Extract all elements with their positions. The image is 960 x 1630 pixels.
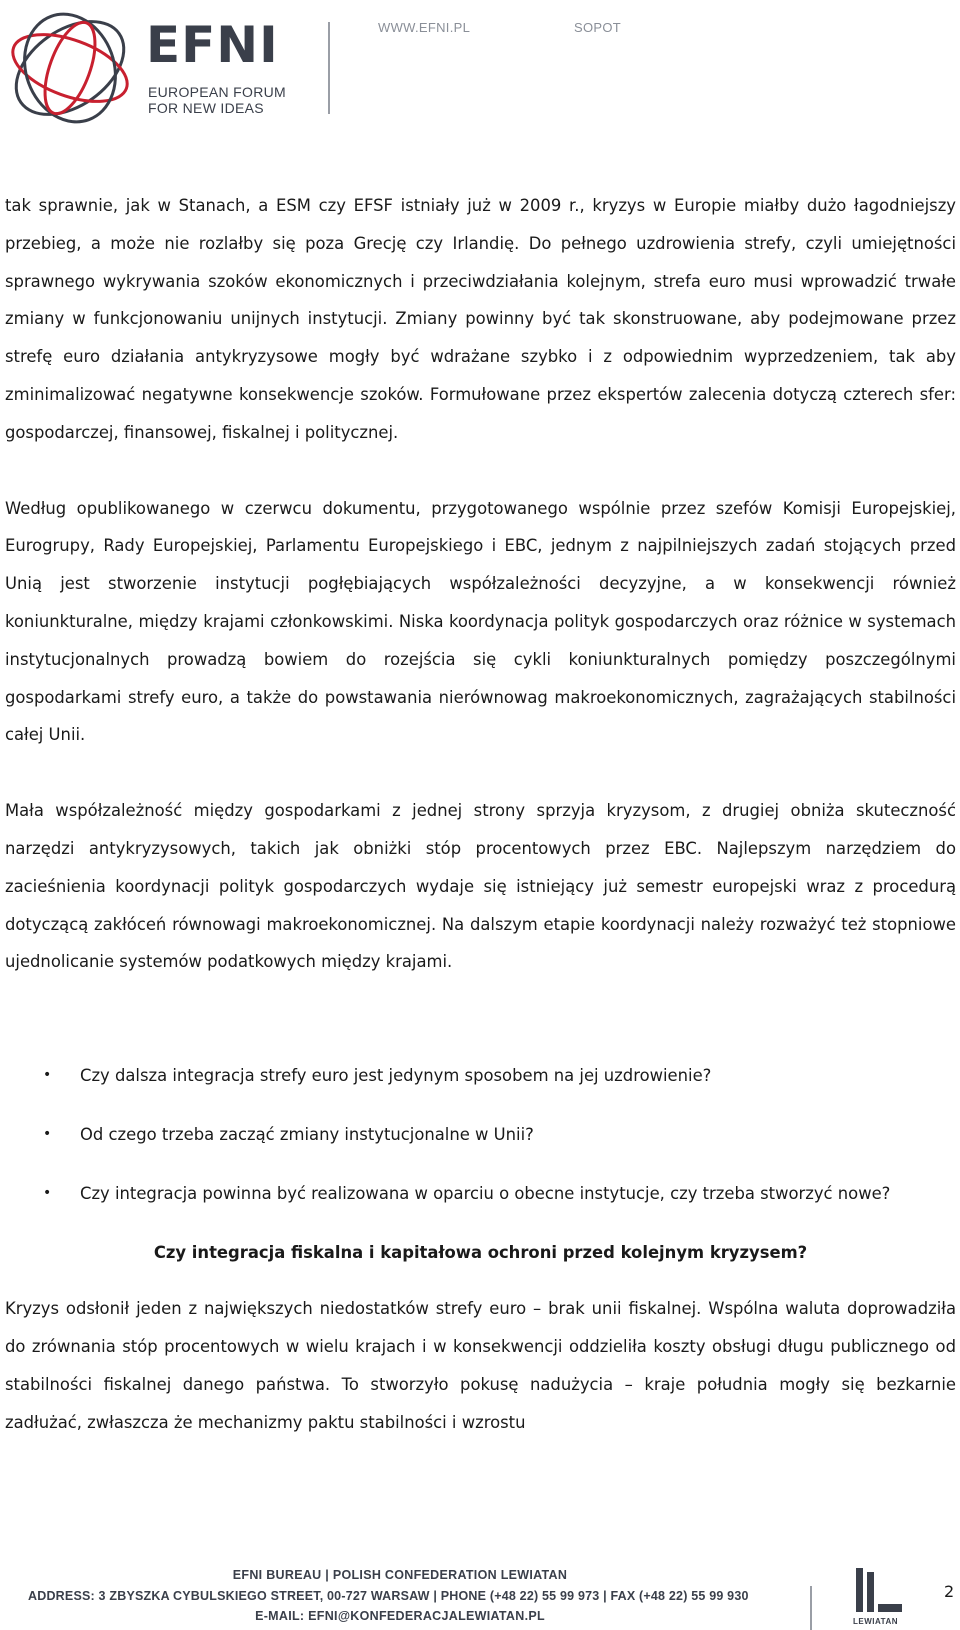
logo-wordmark: EFNI — [146, 16, 279, 74]
question-text: Czy integracja powinna być realizowana w oparciu o obecne instytucje, czy trzeba stworzyć nowe? — [80, 1183, 891, 1203]
footer-bureau: EFNI BUREAU | POLISH CONFEDERATION LEWIATAN — [232, 1568, 568, 1582]
lewiatan-logo-icon — [854, 1568, 904, 1612]
body-paragraph-1: tak sprawnie, jak w Stanach, a ESM czy EFSF istniały już w 2009 r., kryzys w Europie miałby dużo łagodniejszy przebieg, a może nie rozlałby się poza Grecję czy Irlandię. Do pełnego uzdrowienia strefy, czyli umiejętności sprawnego wykrywania szoków ekonomicznych i przeciwdziałania kolejnym, strefa euro musi wprowadzić trwałe zmiany w funkcjonowaniu unijnych instytucji. Zmiany powinny być tak skonstruowane, aby podejmowane przez strefę euro działania antykryzysowe mogły być wdrażane szybko i z odpowiednim wyprzedzeniem, tak aby zminimalizować negatywne konsekwencje szoków. Formułowane przez ekspertów zalecenia dotyczą czterech sfer: gospodarczej, finansowej, fiskalnej i politycznej. — [5, 196, 956, 442]
paragraph-spacer — [5, 452, 956, 490]
footer-email-link[interactable]: E-MAIL: EFNI@KONFEDERACJALEWIATAN.PL — [255, 1609, 545, 1623]
bullet-icon: • — [43, 1067, 52, 1084]
header-city: SOPOT — [574, 20, 622, 35]
section-heading: Czy integracja fiskalna i kapitałowa ochroni przed kolejnym kryzysem? — [153, 1242, 808, 1262]
logo-subtitle-line-1: EUROPEAN FORUM — [148, 84, 286, 100]
footer-divider — [810, 1586, 812, 1630]
list-item — [5, 1175, 956, 1213]
page-number: 2 — [944, 1582, 955, 1601]
page-footer — [0, 1560, 960, 1630]
paragraph-spacer — [5, 981, 956, 1057]
list-item — [5, 1116, 956, 1154]
body-paragraph-4: Kryzys odsłonił jeden z największych niedostatków strefy euro – brak unii fiskalnej. Wspólna waluta doprowadziła do zrównania stóp procentowych w wielu krajach i w konsekwencji oddzieliła koszty obsługi długu publicznego od stabilności fiskalnej danego państwa. To stworzyło pokusę nadużycia – kraje południa mogły się bezkarnie zadłużać, zwłaszcza że mechanizmy paktu stabilności i wzrostu — [5, 1299, 956, 1432]
body-paragraph-2: Według opublikowanego w czerwcu dokumentu, przygotowanego wspólnie przez szefów Komisji Europejskiej, Eurogrupy, Rady Europejskiej, Parlamentu Europejskiego i EBC, jednym z najpilniejszych zadań stojących przed Unią jest stworzenie instytucji pogłębiających współzależności decyzyjne, a w konsekwencji również koniunkturalne, między krajami członkowskimi. Niska koordynacja polityk gospodarczych oraz różnice w systemach instytucjonalnych prowadzą bowiem do rozejścia się cykli koniunkturalnych pomiędzy poszczególnymi gospodarkami strefy euro, a także do powstawania nierównowag makroekonomicznych, zagrażających stabilności całej Unii. — [5, 498, 956, 745]
footer-address: ADDRESS: 3 ZBYSZKA CYBULSKIEGO STREET, 00-727 WARSAW | PHONE (+48 22) 55 99 973 | FAX (+48 22) 55 99 930 — [28, 1589, 749, 1603]
header-url-link[interactable]: WWW.EFNI.PL — [378, 20, 471, 35]
question-text: Czy dalsza integracja strefy euro jest jedynym sposobem na jej uzdrowienie? — [80, 1066, 712, 1086]
header-divider — [328, 22, 330, 114]
questions-list — [5, 1057, 956, 1212]
lewiatan-label: LEWIATAN — [853, 1617, 899, 1626]
list-item — [5, 1057, 956, 1095]
logo-subtitle-line-2: FOR NEW IDEAS — [148, 100, 264, 116]
question-text: Od czego trzeba zacząć zmiany instytucjonalne w Unii? — [80, 1124, 534, 1144]
bullet-icon: • — [43, 1184, 52, 1201]
document-body — [5, 187, 956, 1442]
page-header — [0, 0, 960, 140]
bullet-icon: • — [43, 1125, 52, 1142]
logo-subtitle — [148, 84, 286, 116]
body-paragraph-3: Mała współzależność między gospodarkami z jednej strony sprzyja kryzysom, z drugiej obniża skuteczność narzędzi antykryzysowych, takich jak obniżki stóp procentowych przez EBC. Najlepszym narzędziem do zacieśnienia koordynacji polityk gospodarczych wydaje się istniejący już semestr europejski wraz z procedurą dotyczącą zakłóceń równowagi makroekonomicznej. Na dalszym etapie koordynacji należy rozważyć też stopniowe ujednolicanie systemów podatkowych między krajami. — [5, 801, 956, 972]
efni-logo-icon — [4, 4, 136, 132]
paragraph-spacer — [5, 754, 956, 792]
